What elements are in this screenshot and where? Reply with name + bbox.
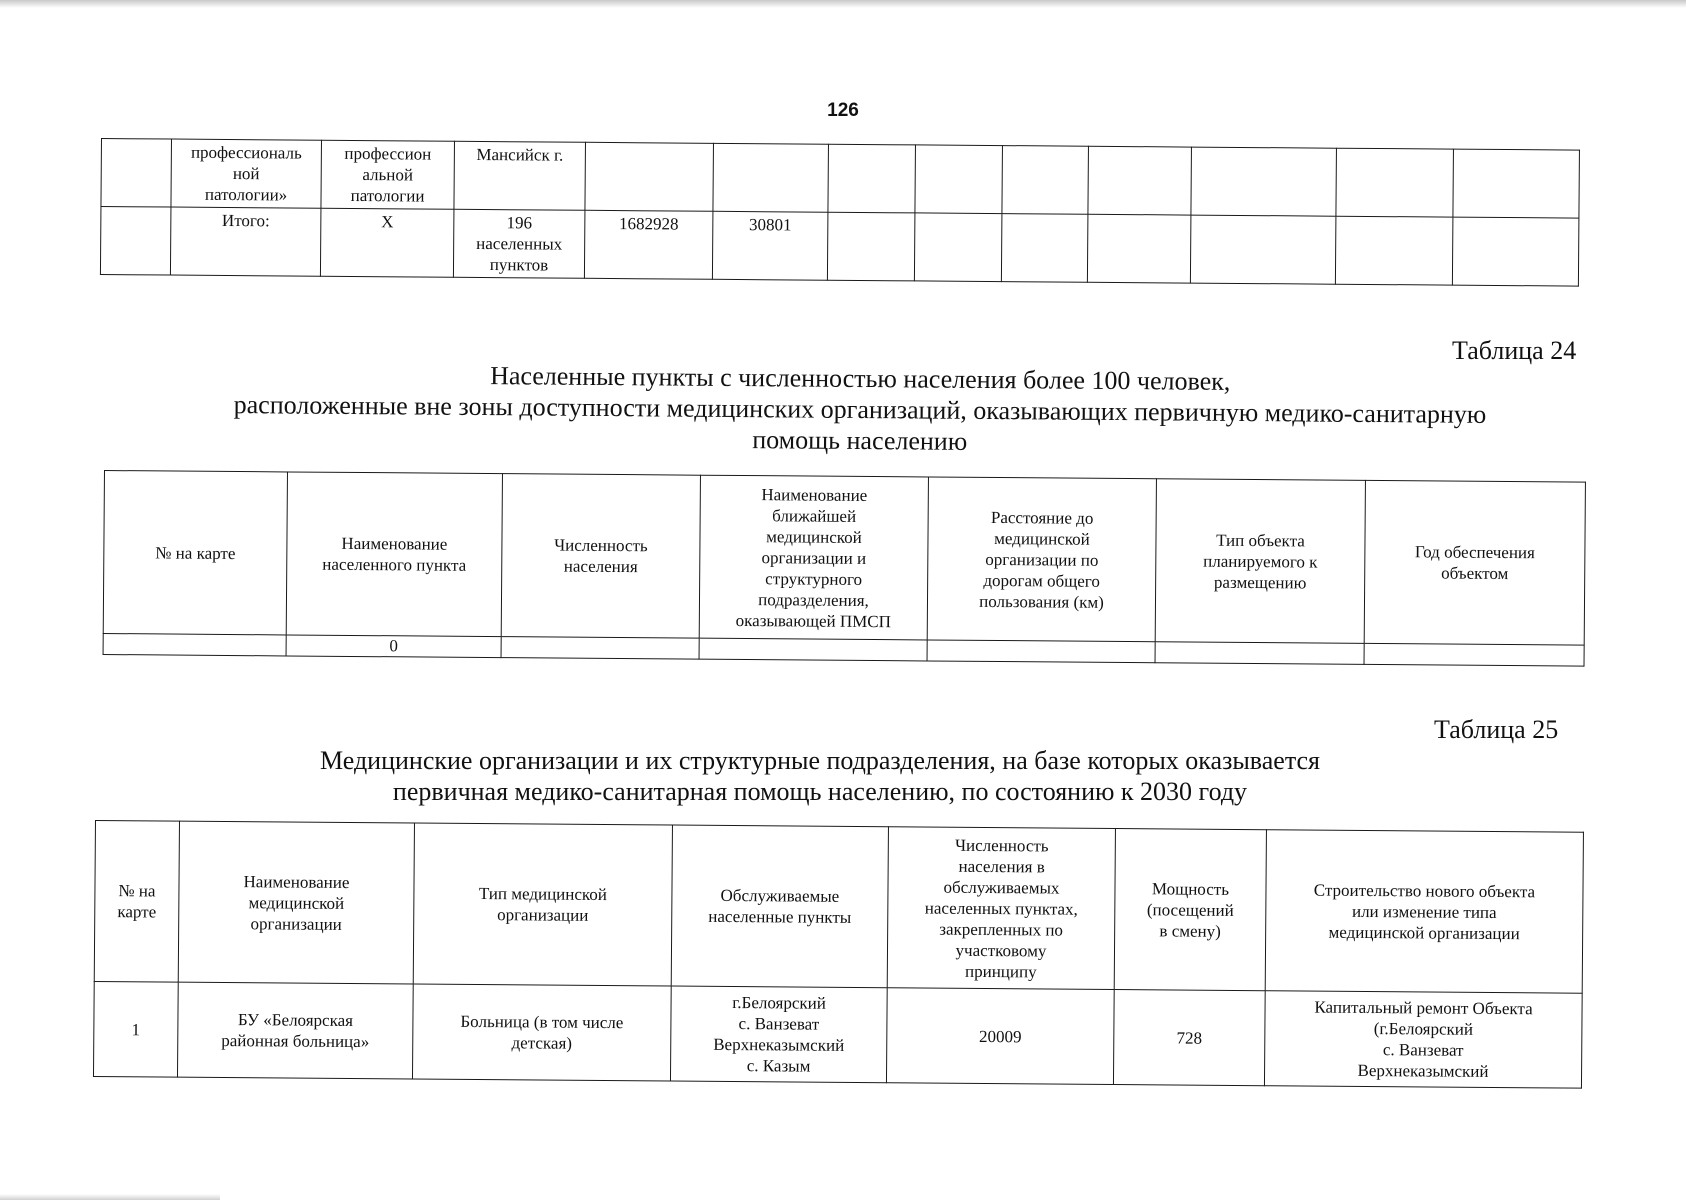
table-cell: 196 населенных пунктов [453, 209, 585, 278]
column-header: № на карте [94, 821, 179, 983]
table-cell [915, 145, 1003, 214]
table-cell [914, 213, 1002, 282]
column-header: Расстояние до медицинской организации по дорогам общего пользования (км) [927, 477, 1156, 642]
table-24-title: Населенные пункты с численностью населения более 100 человек, расположенные вне зоны доступности медицинских организаций, оказывающих первичную медико-санитарную помощь населению [233, 361, 1487, 456]
column-header: Мощность (посещений в смену) [1114, 829, 1266, 991]
table-header-row [94, 821, 1583, 994]
table-cell [103, 633, 286, 655]
table-cell [1155, 642, 1364, 665]
column-header: Год обеспечения объектом [1364, 480, 1585, 645]
scan-edge-bottom [0, 1194, 220, 1200]
table-cell [585, 142, 714, 211]
table-cell [1452, 217, 1579, 286]
table-cell: 30801 [712, 211, 828, 280]
table-cell: Итого: [170, 207, 321, 276]
column-header: № на карте [103, 471, 287, 635]
table-cell [101, 139, 172, 208]
table-cell [1191, 147, 1337, 216]
table-cell [827, 212, 915, 281]
table-cell [100, 207, 171, 276]
table-row [93, 981, 1582, 1088]
table-cell: профессион альной патологии [321, 140, 455, 209]
column-header: Обслуживаемые населенные пункты [671, 825, 888, 988]
table-cell: 20009 [886, 988, 1114, 1085]
continued-table [100, 138, 1580, 287]
table-cell: БУ «Белоярская районная больница» [177, 982, 413, 1079]
column-header: Тип объекта планируемого к размещению [1155, 479, 1365, 644]
table-cell [699, 638, 927, 661]
column-header: Наименование медицинской организации [178, 821, 414, 984]
table-row [101, 139, 1579, 219]
table-cell: 728 [1113, 990, 1265, 1086]
table-cell: 1682928 [584, 210, 713, 279]
table-24 [103, 470, 1586, 667]
table-cell: Х [320, 208, 454, 277]
column-header: Строительство нового объекта или изменение типа медицинской организации [1265, 830, 1583, 993]
table-cell [713, 143, 829, 212]
column-header: Наименование ближайшей медицинской организации и структурного подразделения, оказывающей ПМСП [699, 475, 928, 640]
table-cell [1364, 643, 1584, 666]
table-cell: г.Белоярский с. Ванзеват Верхнеказымский с. Казым [670, 986, 887, 1083]
table-cell [1335, 216, 1453, 285]
table-24-label: Таблица 24 [1452, 336, 1577, 365]
table-cell [1336, 148, 1454, 217]
table-cell [501, 637, 699, 660]
table-25-label: Таблица 25 [1434, 715, 1559, 744]
column-header: Численность населения [501, 474, 700, 639]
table-cell [1001, 214, 1088, 283]
table-cell: Капитальный ремонт Объекта (г.Белоярский с. Ванзеват Верхнеказымский [1264, 991, 1582, 1088]
table-cell: 1 [93, 981, 178, 1077]
table-cell [1088, 146, 1192, 215]
table-cell: профессиональ ной патологии» [171, 139, 322, 208]
table-25-title: Медицинские организации и их структурные подразделения, на базе которых оказывается первичная медико-санитарная помощь населению, по состоянию к 2030 году [319, 746, 1320, 806]
column-header: Тип медицинской организации [413, 823, 672, 986]
column-header: Наименование населенного пункта [286, 472, 502, 637]
table-cell [828, 144, 916, 213]
table-cell [927, 640, 1155, 663]
table-cell [1190, 215, 1336, 284]
table-cell: Мансийск г. [454, 141, 586, 210]
table-25 [93, 820, 1584, 1089]
table-cell [1087, 214, 1191, 283]
table-header-row [103, 471, 1585, 646]
column-header: Численность населения в обслуживаемых населенных пунктах, закрепленных по участковому принципу [887, 827, 1115, 990]
page-number: 126 [827, 100, 859, 121]
table-cell: Больница (в том числе детская) [412, 984, 671, 1081]
table-cell [1453, 149, 1580, 218]
table-cell [1002, 146, 1089, 215]
scan-edge-top [0, 0, 1686, 8]
table-cell: 0 [286, 635, 501, 658]
table-row [100, 207, 1578, 287]
